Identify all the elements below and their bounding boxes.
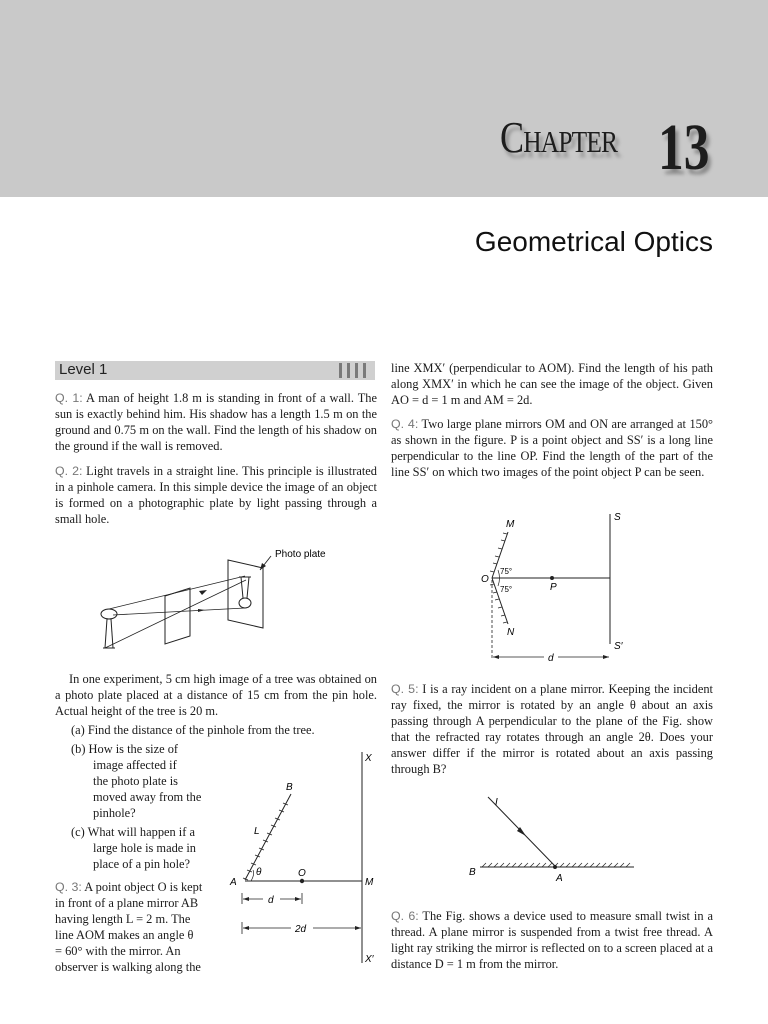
q3-mirror-figure <box>225 748 380 973</box>
q3-line: A point object O is kept <box>84 880 203 894</box>
level-bar <box>55 361 375 380</box>
label-d: d <box>268 895 274 906</box>
photo-plate-label: Photo plate <box>275 549 326 560</box>
label-s: S <box>614 512 621 523</box>
angle-label-lower: 75° <box>500 585 513 594</box>
level-bar-stripes <box>339 363 371 378</box>
q2-text: Light travels in a straight line. This principle is illustrated in a pinhole camera. In this simple device the image of an object is formed on a photographic plate by light passing through a small hole. <box>55 464 377 526</box>
label-a: A <box>556 873 563 884</box>
q3-continuation: line XMX′ (perpendicular to AOM). Find the length of his path along XMX′ in which he can see the image of the object. Given AO = d = 1 m and AM = 2d. <box>391 361 713 407</box>
q2b-line: moved away from the <box>93 790 202 804</box>
level-label: Level 1 <box>59 361 108 378</box>
q6-tag: Q. 6: <box>391 909 419 923</box>
q6-text: The Fig. shows a device used to measure small twist in a thread. A plane mirror is suspended from a twist free thread. A light ray striking the mirror is reflected on to a screen placed at a distance D = 1 m from the mirror. <box>391 909 713 971</box>
q2b-line: (b) How is the size of <box>71 742 179 756</box>
q3-line: = 60° with the mirror. An <box>55 944 181 958</box>
q1-tag: Q. 1: <box>55 391 83 405</box>
chapter-header-band <box>0 0 768 197</box>
question-6 <box>391 908 713 972</box>
q2-part-a: (a) Find the distance of the pinhole from the tree. <box>71 723 315 737</box>
chapter-title: Geometrical Optics <box>474 226 713 257</box>
q2-part-c <box>71 824 231 872</box>
question-2 <box>55 463 377 527</box>
q2-experiment <box>55 671 377 719</box>
label-b: B <box>469 867 476 878</box>
q4-text: Two large plane mirrors OM and ON are arranged at 150° as shown in the figure. P is a point object and SS′ is a long line perpendicular to the line OP. Find the length of the part of the line SS′ on which two images of the point object P can be seen. <box>391 417 713 479</box>
question-5 <box>391 681 713 777</box>
label-s-prime: S′ <box>614 641 623 652</box>
q3-line: in front of a plane mirror AB <box>55 896 199 910</box>
angle-label-upper: 75° <box>500 567 513 576</box>
q5-text: I is a ray incident on a plane mirror. Keeping the incident ray fixed, the mirror is rotated by an angle θ about an axis passing through A perpendicular to the plane of the Fig. show that the refracted ray rotates through an angle 2θ. Does your answer differ if the mirror is rotated about an axis passing through B? <box>391 682 714 776</box>
label-m: M <box>506 519 515 530</box>
chapter-word: Chapter <box>500 113 618 162</box>
q2-tag: Q. 2: <box>55 464 83 478</box>
label-2d: 2d <box>295 924 307 935</box>
label-o: O <box>481 574 489 585</box>
q5-tag: Q. 5: <box>391 682 419 696</box>
label-x: X <box>365 753 372 764</box>
label-x-prime: X′ <box>365 954 374 965</box>
q3-line: line AOM makes an angle θ <box>55 928 194 942</box>
q5-incident-ray-figure <box>462 785 642 885</box>
q2b-line: the photo plate is <box>93 774 178 788</box>
question-3 <box>55 879 217 975</box>
q2-paragraph: In one experiment, 5 cm high image of a tree was obtained on a photo plate placed at a distance of 15 cm from the pin hole. Actual height of the tree is 20 m. <box>55 672 377 718</box>
q2b-line: image affected if <box>93 758 177 772</box>
q2c-line: (c) What will happen if a <box>71 825 195 839</box>
q2c-line: large hole is made in <box>93 841 196 855</box>
q1-text: A man of height 1.8 m is standing in front of a wall. The sun is exactly behind him. His shadow has a length 1.5 m on the ground and 0.75 m on the wall. Find the length of his shadow on the ground if the wall is removed. <box>55 391 377 453</box>
q3-line: having length L = 2 m. The <box>55 912 191 926</box>
question-4 <box>391 416 713 480</box>
label-p: P <box>550 582 557 593</box>
q2b-line: pinhole? <box>93 806 136 820</box>
label-theta: θ <box>256 867 262 878</box>
label-l: L <box>254 826 260 837</box>
label-b: B <box>286 782 293 793</box>
q4-two-mirrors-figure <box>478 508 638 666</box>
label-i: I <box>495 797 498 808</box>
label-d: d <box>548 653 554 664</box>
q3-line: observer is walking along the <box>55 960 201 974</box>
label-m: M <box>365 877 374 888</box>
question-1 <box>55 390 377 454</box>
q4-tag: Q. 4: <box>391 417 419 431</box>
label-n: N <box>507 627 515 638</box>
q3-tag: Q. 3: <box>55 880 82 894</box>
label-o: O <box>298 868 306 879</box>
q2c-line: place of a pin hole? <box>93 857 191 871</box>
chapter-heading <box>500 111 710 184</box>
pinhole-camera-figure <box>95 540 355 660</box>
q2-part-b <box>71 741 231 821</box>
chapter-number: 13 <box>658 111 710 184</box>
label-a: A <box>230 877 237 888</box>
